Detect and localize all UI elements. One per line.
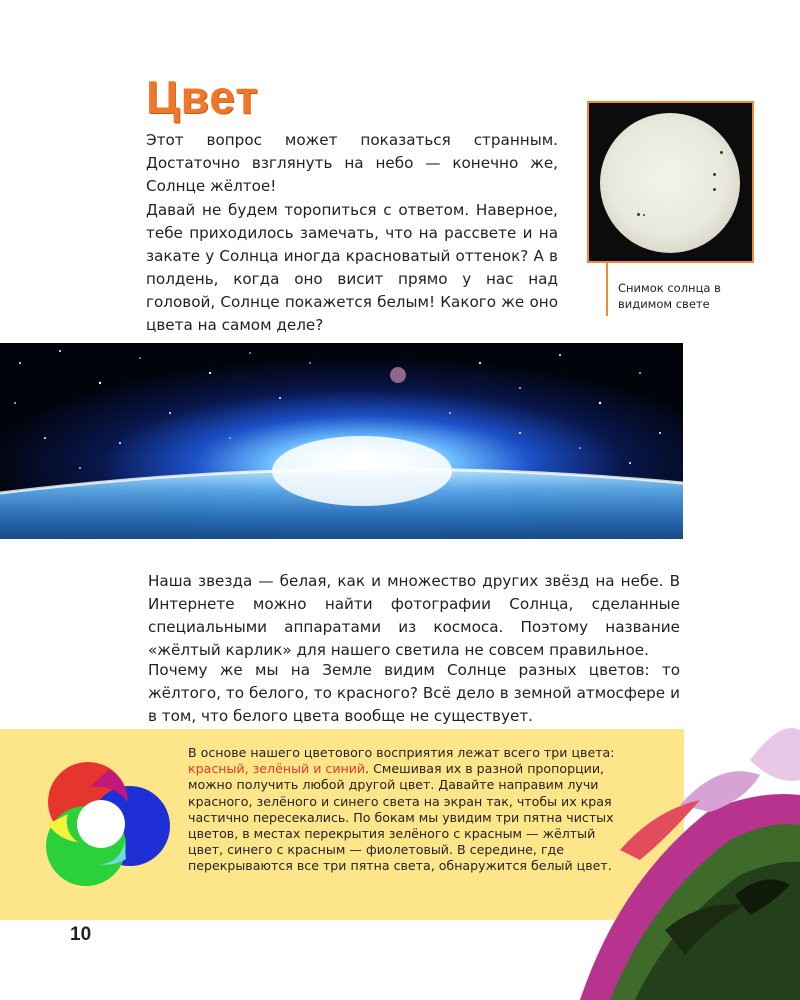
rgb-color-mixing-icon [38, 754, 178, 894]
rgb-colors-highlight: красный, зелёный и синий [188, 761, 366, 777]
info-box-text [188, 745, 620, 875]
info-text-end: . Смешивая их в разной пропорции, можно получить любой другой цвет. Давайте направим лучи красного, зелёного и синего света на экран так, чтобы их края частично пересекались. По бокам мы увидим три пятна чистых цветов, в местах перекрытия зелёного с красным — жёлтый цвет, синего с красным — фиолетовый. В середине, где перекрываются все три пятна света, обнаружится белый цвет. [188, 761, 614, 874]
body-paragraph-1: Наша звезда — белая, как и множество других звёзд на небе. В Интернете можно найти фотографии Солнца, сделанные специальными аппаратами из космоса. Поэтому название «жёлтый карлик» для нашего светила не совсем правильное. [148, 572, 680, 659]
body-paragraph-2: Почему же мы на Земле видим Солнце разных цветов: то жёлтого, то белого, то красного? Всё дело в земной атмосфере и в том, что белого цвета вообще не существует. [148, 661, 680, 725]
earth-sunrise-from-space-icon [0, 343, 683, 539]
sun-photo-icon [587, 101, 754, 263]
page-number: 10 [70, 924, 92, 945]
cartoon-illustration-icon [560, 700, 800, 1000]
info-text-start: В основе нашего цветового восприятия лежат всего три цвета: [188, 745, 615, 760]
page-title: Цвет [146, 71, 259, 123]
sun-photo-caption: Снимок солнца в видимом свете [606, 262, 758, 316]
intro-paragraph-1: Этот вопрос может показаться странным. Достаточно взглянуть на небо — конечно же, Солнце жёлтое! [146, 131, 558, 195]
intro-paragraph-2: Давай не будем торопиться с ответом. Наверное, тебе приходилось замечать, что на рассвете и на закате у Солнца иногда красноватый оттенок? А в полдень, когда оно висит прямо у нас над головой, Солнце покажется белым! Какого же оно цвета на самом деле? [146, 201, 558, 334]
sun-disc [600, 113, 740, 253]
